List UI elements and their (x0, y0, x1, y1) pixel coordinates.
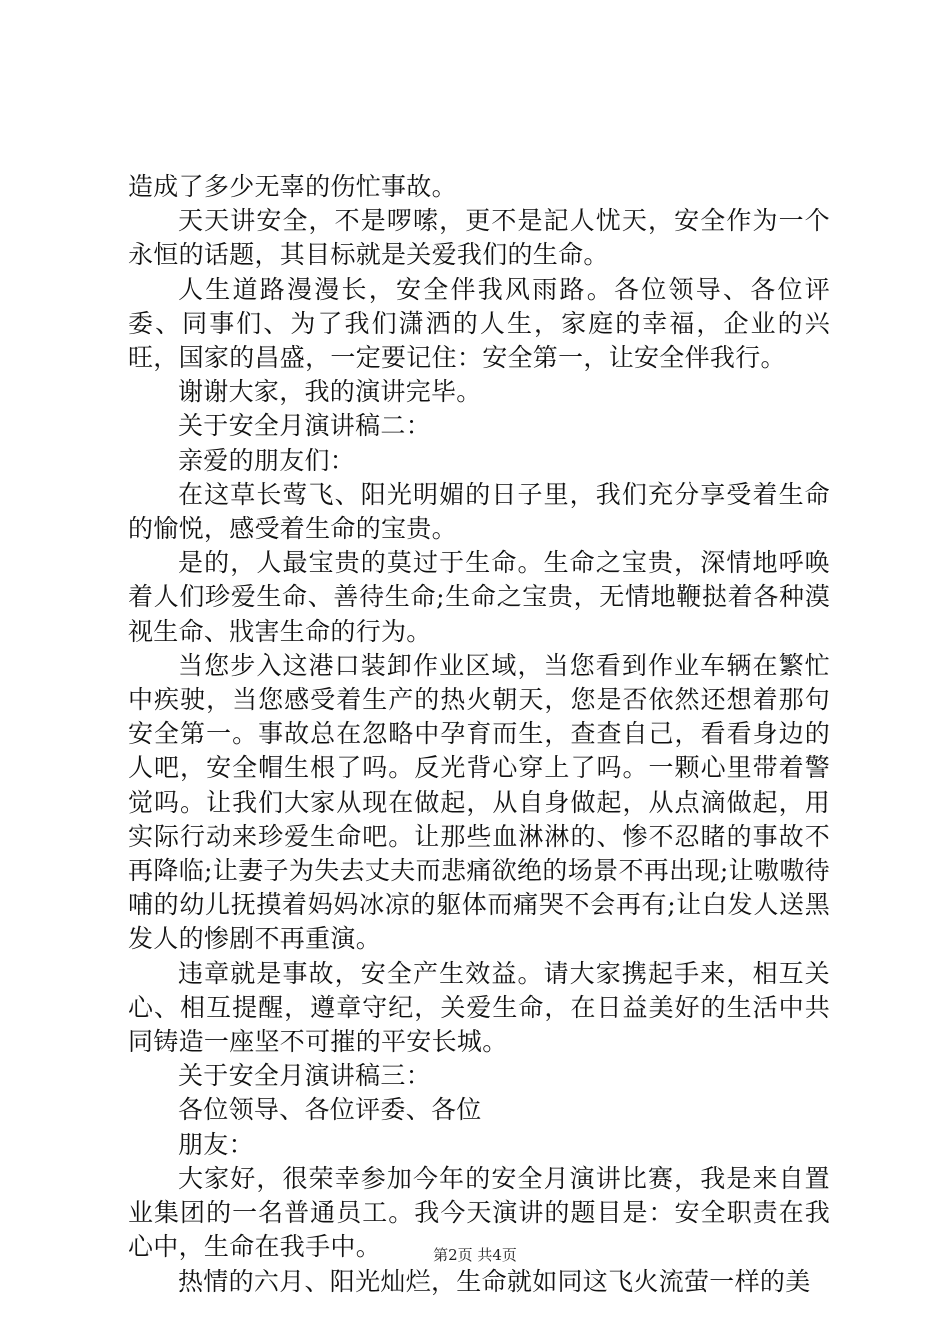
page-number-footer: 第2页 共4页 (433, 1246, 517, 1264)
paragraph: 当您步入这港口装卸作业区域，当您看到作业车辆在繁忙中疾驶，当您感受着生产的热火朝天，您是否依然还想着那句安全第一。事故总在忽略中孕育而生，查查自己，看看身边的人吧，安全帽生根了吗。反光背心穿上了吗。一颗心里带着警觉吗。让我们大家从现在做起，从自身做起，从点滴做起，用实际行动来珍爱生命吧。让那些血淋淋的、惨不忍睹的事故不再降临;让妻子为失去丈夫而悲痛欲绝的场景不再出现;让嗷嗷待哺的幼儿抚摸着妈妈冰凉的躯体而痛哭不会再有;让白发人送黑发人的惨剧不再重演。 (128, 650, 830, 954)
paragraph: 人生道路漫漫长，安全伴我风雨路。各位领导、各位评委、同事们、为了我们潇洒的人生，家庭的幸福，企业的兴旺，国家的昌盛，一定要记住：安全第一，让安全伴我行。 (128, 274, 830, 373)
paragraph: 是的，人最宝贵的莫过于生命。生命之宝贵，深情地呼唤着人们珍爱生命、善待生命;生命之宝贵，无情地鞭挞着各种漠视生命、戕害生命的行为。 (128, 548, 830, 646)
paragraph: 谢谢大家，我的演讲完毕。 (178, 377, 482, 407)
salutation: 朋友： (178, 1129, 254, 1159)
salutation: 亲爱的朋友们： (178, 445, 356, 475)
paragraph: 造成了多少无辜的伤忙事故。 (128, 172, 457, 201)
paragraph: 热情的六月、阳光灿烂，生命就如同这飞火流萤一样的美 (178, 1266, 811, 1296)
salutation: 各位领导、各位评委、各位 (178, 1095, 482, 1125)
paragraph: 天天讲安全，不是啰嗦，更不是記人忧天，安全作为一个永恒的话题，其目标就是关爱我们的生命。 (128, 206, 830, 270)
paragraph: 在这草长莺飞、阳光明媚的日子里，我们充分享受着生命的愉悦，感受着生命的宝贵。 (128, 479, 830, 544)
paragraph: 违章就是事故，安全产生效益。请大家携起手来，相互关心、相互提醒，遵章守纪，关爱生命，在日益美好的生活中共同铸造一座坚不可摧的平安长城。 (128, 958, 830, 1057)
document-body (128, 170, 830, 1299)
section-heading: 关于安全月演讲稿二： (178, 411, 432, 441)
paragraph: 大家好，很荣幸参加今年的安全月演讲比赛，我是来自置业集团的一名普通员工。我今天演讲的题目是：安全职责在我心中，生命在我手中。 (128, 1163, 830, 1262)
section-heading: 关于安全月演讲稿三： (178, 1061, 432, 1091)
